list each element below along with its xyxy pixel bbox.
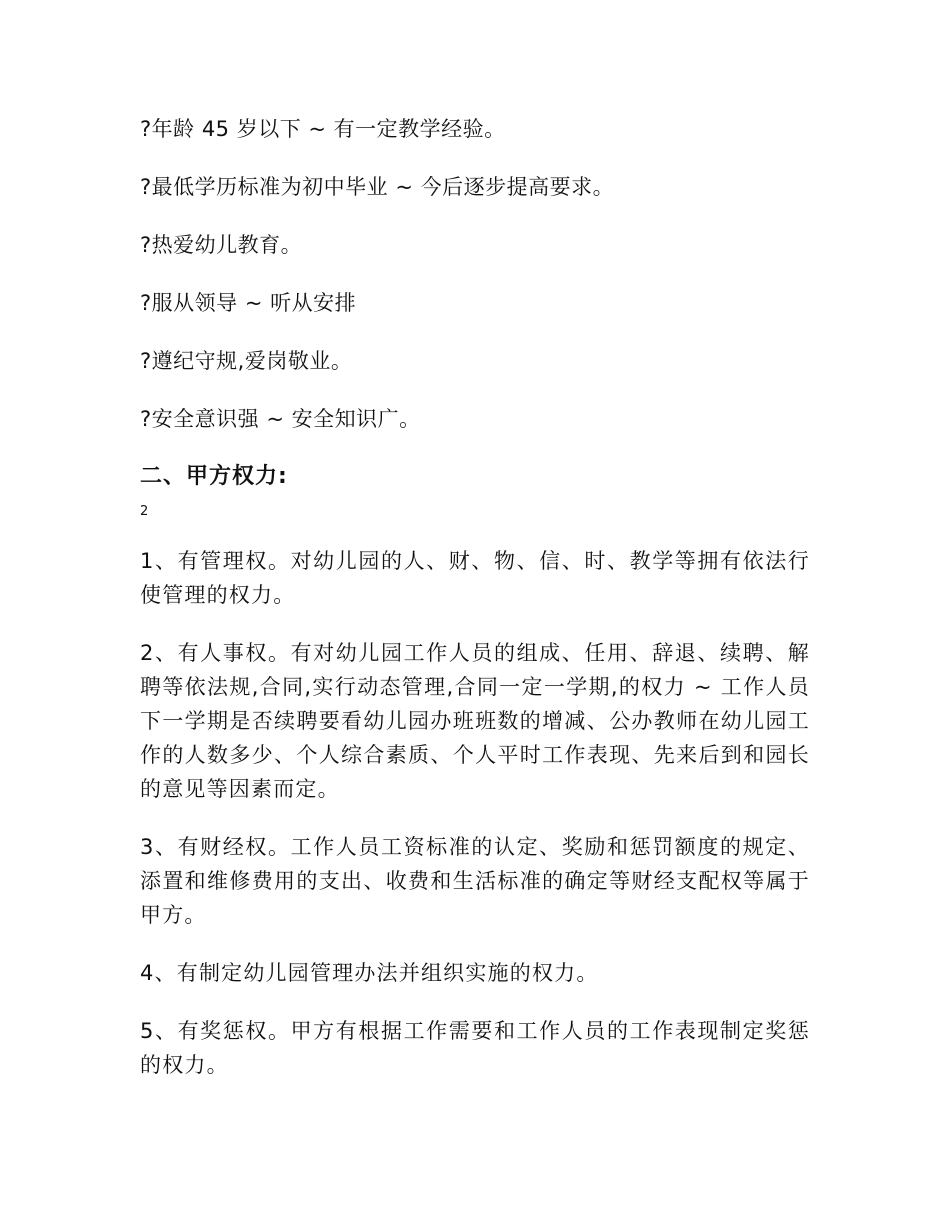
- paragraph-3: 3、有财经权。工作人员工资标准的认定、奖励和惩罚额度的规定、添置和维修费用的支出、收费和生活标准的确定等财经支配权等属于甲方。: [140, 835, 810, 927]
- requirement-line-3: ?热爱幼儿教育。: [140, 233, 303, 257]
- paragraph-1: 1、有管理权。对幼儿园的人、财、物、信、时、教学等拥有依法行使管理的权力。: [140, 549, 810, 607]
- requirement-line-2: ?最低学历标准为初中毕业 ~ 今后逐步提高要求。: [140, 175, 615, 199]
- requirement-line-6: ?安全意识强 ~ 安全知识广。: [140, 407, 421, 431]
- paragraph-4: 4、有制定幼儿园管理办法并组织实施的权力。: [140, 961, 599, 985]
- requirement-line-4: ?服从领导 ~ 听从安排: [140, 291, 357, 315]
- requirement-line-1: ?年龄 45 岁以下 ~ 有一定教学经验。: [140, 117, 506, 141]
- paragraph-5: 5、有奖惩权。甲方有根据工作需要和工作人员的工作表现制定奖惩的权力。: [140, 1019, 810, 1077]
- requirement-line-5: ?遵纪守规,爱岗敬业。: [140, 349, 353, 373]
- document-body: [140, 112, 810, 1106]
- section-heading: 二、甲方权力:: [140, 464, 288, 489]
- page-number: 2: [140, 504, 149, 519]
- paragraph-2: 2、有人事权。有对幼儿园工作人员的组成、任用、辞退、续聘、解聘等依法规,合同,实行动态管理,合同一定一学期,的权力 ~ 工作人员下一学期是否续聘要看幼儿园办班班数的增减、公办教师在幼儿园工作的人数多少、个人综合素质、个人平时工作表现、先来后到和园长的意见等因素而定。: [140, 641, 810, 801]
